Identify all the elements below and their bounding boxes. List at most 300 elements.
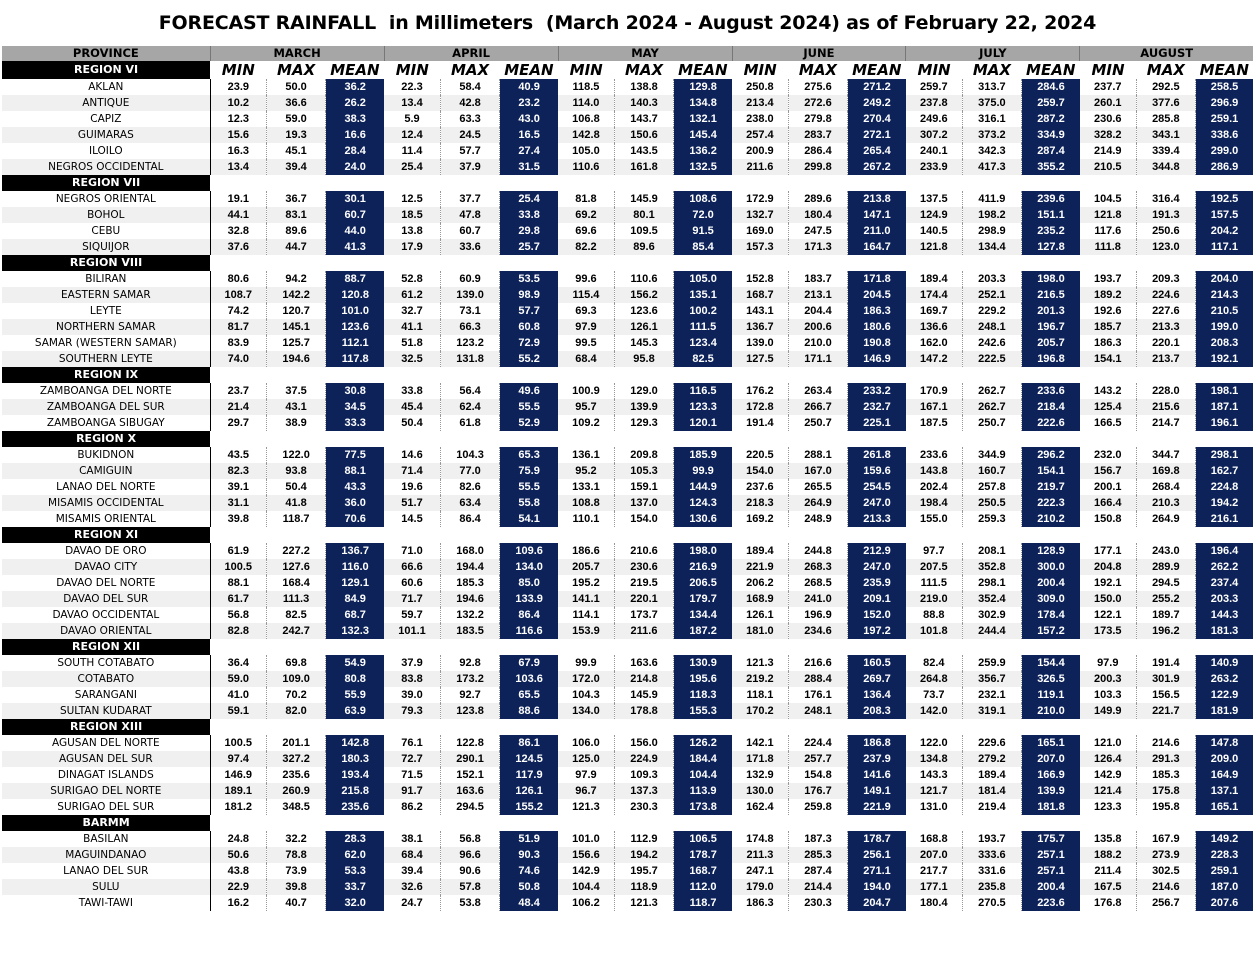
min-value: 73.7 — [906, 687, 962, 703]
min-value: 132.7 — [732, 207, 788, 223]
min-value: 186.3 — [1080, 335, 1136, 351]
min-value: 189.4 — [732, 543, 788, 559]
mean-value: 219.7 — [1022, 479, 1080, 495]
mean-value: 55.9 — [326, 687, 384, 703]
province-name: SURIGAO DEL NORTE — [2, 783, 210, 799]
max-value: 248.1 — [962, 319, 1021, 335]
max-value: 342.3 — [962, 143, 1021, 159]
mean-value: 213.3 — [848, 511, 906, 527]
max-value: 129.3 — [614, 415, 673, 431]
max-value: 104.3 — [440, 447, 499, 463]
max-value: 123.2 — [440, 335, 499, 351]
min-value: 45.4 — [384, 399, 440, 415]
mean-value: 198.0 — [674, 543, 732, 559]
mean-value: 228.3 — [1195, 847, 1253, 863]
max-value: 339.4 — [1136, 143, 1195, 159]
max-value: 139.9 — [614, 399, 673, 415]
mean-value: 120.8 — [326, 287, 384, 303]
min-value: 121.3 — [732, 655, 788, 671]
table-row — [2, 751, 1253, 767]
min-value: 193.7 — [1080, 271, 1136, 287]
min-value: 152.8 — [732, 271, 788, 287]
table-row — [2, 559, 1253, 575]
min-value: 19.6 — [384, 479, 440, 495]
province-name: DAVAO OCCIDENTAL — [2, 607, 210, 623]
province-name: LEYTE — [2, 303, 210, 319]
province-name: MISAMIS OCCIDENTAL — [2, 495, 210, 511]
mean-value: 175.7 — [1022, 831, 1080, 847]
mean-value: 82.5 — [674, 351, 732, 367]
mean-value: 187.0 — [1195, 879, 1253, 895]
max-value: 110.6 — [614, 271, 673, 287]
min-value: 12.3 — [210, 111, 266, 127]
min-value: 106.2 — [558, 895, 614, 911]
mean-value: 132.5 — [674, 159, 732, 175]
mean-value: 55.5 — [500, 399, 558, 415]
max-value: 191.3 — [1136, 207, 1195, 223]
mean-value: 298.1 — [1195, 447, 1253, 463]
min-value: 149.9 — [1080, 703, 1136, 719]
max-value: 50.0 — [266, 79, 325, 95]
mean-value: 267.2 — [848, 159, 906, 175]
region-label: REGION VIII — [2, 255, 210, 271]
min-value: 109.2 — [558, 415, 614, 431]
mean-value: 207.0 — [1022, 751, 1080, 767]
max-value: 59.0 — [266, 111, 325, 127]
min-value: 22.3 — [384, 79, 440, 95]
mean-value: 186.3 — [848, 303, 906, 319]
max-value: 140.3 — [614, 95, 673, 111]
max-value: 105.3 — [614, 463, 673, 479]
mean-value: 140.9 — [1195, 655, 1253, 671]
min-value: 97.7 — [906, 543, 962, 559]
min-value: 237.6 — [732, 479, 788, 495]
max-value: 215.6 — [1136, 399, 1195, 415]
table-row — [2, 303, 1253, 319]
mean-value: 41.3 — [326, 239, 384, 255]
min-value: 110.1 — [558, 511, 614, 527]
mean-value: 146.9 — [848, 351, 906, 367]
page-title: FORECAST RAINFALL in Millimeters (March 2024 - August 2024) as of February 22, 2024 — [158, 12, 1097, 34]
max-value: 161.8 — [614, 159, 673, 175]
max-value: 252.1 — [962, 287, 1021, 303]
min-value: 37.6 — [210, 239, 266, 255]
mean-value: 26.2 — [326, 95, 384, 111]
min-value: 23.9 — [210, 79, 266, 95]
max-value: 45.1 — [266, 143, 325, 159]
max-value: 42.8 — [440, 95, 499, 111]
max-value: 50.4 — [266, 479, 325, 495]
mean-value: 272.1 — [848, 127, 906, 143]
min-value: 257.4 — [732, 127, 788, 143]
max-value: 198.2 — [962, 207, 1021, 223]
max-value: 256.7 — [1136, 895, 1195, 911]
min-value: 307.2 — [906, 127, 962, 143]
mean-value: 49.6 — [500, 383, 558, 399]
max-value: 265.5 — [788, 479, 847, 495]
max-value: 244.8 — [788, 543, 847, 559]
max-value: 189.4 — [962, 767, 1021, 783]
table-row — [2, 687, 1253, 703]
min-value: 200.1 — [1080, 479, 1136, 495]
min-value: 121.3 — [558, 799, 614, 815]
mean-value: 105.0 — [674, 271, 732, 287]
min-value: 111.8 — [1080, 239, 1136, 255]
mean-value: 262.2 — [1195, 559, 1253, 575]
region-header-row — [2, 527, 1253, 543]
mean-value: 25.4 — [500, 191, 558, 207]
min-value: 23.7 — [210, 383, 266, 399]
mean-value: 157.2 — [1022, 623, 1080, 639]
max-value: 235.6 — [266, 767, 325, 783]
max-value: 156.2 — [614, 287, 673, 303]
min-value: 233.9 — [906, 159, 962, 175]
max-value: 70.2 — [266, 687, 325, 703]
max-value: 264.9 — [788, 495, 847, 511]
min-value: 50.6 — [210, 847, 266, 863]
table-row — [2, 863, 1253, 879]
stat-header: MIN — [395, 61, 429, 79]
min-value: 143.1 — [732, 303, 788, 319]
mean-value: 108.6 — [674, 191, 732, 207]
province-name: AGUSAN DEL SUR — [2, 751, 210, 767]
max-value: 169.8 — [1136, 463, 1195, 479]
mean-value: 164.9 — [1195, 767, 1253, 783]
min-value: 154.0 — [732, 463, 788, 479]
min-value: 166.5 — [1080, 415, 1136, 431]
max-value: 82.0 — [266, 703, 325, 719]
min-value: 103.3 — [1080, 687, 1136, 703]
max-value: 213.7 — [1136, 351, 1195, 367]
mean-value: 52.9 — [500, 415, 558, 431]
max-value: 228.0 — [1136, 383, 1195, 399]
region-header-row — [2, 431, 1253, 447]
mean-value: 165.1 — [1195, 799, 1253, 815]
mean-value: 186.8 — [848, 735, 906, 751]
stat-header: MEAN — [678, 61, 728, 79]
mean-value: 118.3 — [674, 687, 732, 703]
min-value: 142.9 — [1080, 767, 1136, 783]
max-value: 175.8 — [1136, 783, 1195, 799]
min-value: 200.3 — [1080, 671, 1136, 687]
min-value: 66.6 — [384, 559, 440, 575]
mean-value: 65.3 — [500, 447, 558, 463]
min-value: 185.7 — [1080, 319, 1136, 335]
max-value: 344.7 — [1136, 447, 1195, 463]
mean-value: 43.0 — [500, 111, 558, 127]
max-value: 260.9 — [266, 783, 325, 799]
mean-value: 235.6 — [326, 799, 384, 815]
min-value: 214.9 — [1080, 143, 1136, 159]
max-value: 163.6 — [440, 783, 499, 799]
min-value: 205.7 — [558, 559, 614, 575]
max-value: 244.4 — [962, 623, 1021, 639]
mean-value: 190.8 — [848, 335, 906, 351]
mean-value: 123.3 — [674, 399, 732, 415]
table-row — [2, 223, 1253, 239]
max-value: 250.5 — [962, 495, 1021, 511]
min-value: 59.7 — [384, 607, 440, 623]
mean-value: 123.4 — [674, 335, 732, 351]
max-value: 294.5 — [440, 799, 499, 815]
table-row — [2, 287, 1253, 303]
max-value: 259.3 — [962, 511, 1021, 527]
mean-value: 178.4 — [1022, 607, 1080, 623]
min-value: 195.2 — [558, 575, 614, 591]
mean-value: 113.9 — [674, 783, 732, 799]
table-row — [2, 111, 1253, 127]
mean-value: 204.0 — [1195, 271, 1253, 287]
max-value: 47.8 — [440, 207, 499, 223]
min-value: 52.8 — [384, 271, 440, 287]
mean-value: 204.7 — [848, 895, 906, 911]
min-value: 106.0 — [558, 735, 614, 751]
min-value: 259.7 — [906, 79, 962, 95]
min-value: 207.5 — [906, 559, 962, 575]
min-value: 97.9 — [558, 767, 614, 783]
table-row — [2, 511, 1253, 527]
max-value: 145.9 — [614, 687, 673, 703]
max-value: 241.0 — [788, 591, 847, 607]
max-value: 129.0 — [614, 383, 673, 399]
mean-value: 222.6 — [1022, 415, 1080, 431]
province-name: DINAGAT ISLANDS — [2, 767, 210, 783]
mean-value: 84.9 — [326, 591, 384, 607]
max-value: 292.5 — [1136, 79, 1195, 95]
max-value: 167.9 — [1136, 831, 1195, 847]
max-value: 220.1 — [1136, 335, 1195, 351]
max-value: 185.3 — [1136, 767, 1195, 783]
province-name: NEGROS ORIENTAL — [2, 191, 210, 207]
min-value: 33.8 — [384, 383, 440, 399]
min-value: 174.4 — [906, 287, 962, 303]
min-value: 250.8 — [732, 79, 788, 95]
mean-value: 237.9 — [848, 751, 906, 767]
mean-value: 334.9 — [1022, 127, 1080, 143]
min-value: 124.9 — [906, 207, 962, 223]
min-value: 142.1 — [732, 735, 788, 751]
mean-value: 68.7 — [326, 607, 384, 623]
mean-value: 218.4 — [1022, 399, 1080, 415]
mean-value: 63.9 — [326, 703, 384, 719]
max-value: 229.2 — [962, 303, 1021, 319]
rainfall-table — [2, 46, 1253, 911]
min-value: 249.6 — [906, 111, 962, 127]
mean-value: 23.2 — [500, 95, 558, 111]
mean-value: 142.8 — [326, 735, 384, 751]
max-value: 86.4 — [440, 511, 499, 527]
province-name: DAVAO DEL NORTE — [2, 575, 210, 591]
min-value: 12.5 — [384, 191, 440, 207]
province-name: COTABATO — [2, 671, 210, 687]
min-value: 217.7 — [906, 863, 962, 879]
province-name: NEGROS OCCIDENTAL — [2, 159, 210, 175]
province-name: DAVAO DEL SUR — [2, 591, 210, 607]
mean-value: 166.9 — [1022, 767, 1080, 783]
min-value: 86.2 — [384, 799, 440, 815]
max-value: 90.6 — [440, 863, 499, 879]
max-value: 229.6 — [962, 735, 1021, 751]
mean-value: 141.6 — [848, 767, 906, 783]
region-row-filler — [210, 431, 1253, 447]
min-value: 99.5 — [558, 335, 614, 351]
max-value: 83.1 — [266, 207, 325, 223]
max-value: 264.9 — [1136, 511, 1195, 527]
max-value: 250.6 — [1136, 223, 1195, 239]
max-value: 286.4 — [788, 143, 847, 159]
province-name: SARANGANI — [2, 687, 210, 703]
min-value: 29.7 — [210, 415, 266, 431]
mean-value: 28.4 — [326, 143, 384, 159]
min-value: 97.4 — [210, 751, 266, 767]
table-row — [2, 79, 1253, 95]
min-value: 172.8 — [732, 399, 788, 415]
max-value: 69.8 — [266, 655, 325, 671]
mean-value: 225.1 — [848, 415, 906, 431]
max-value: 216.6 — [788, 655, 847, 671]
month-header: JULY — [906, 46, 1080, 61]
min-value: 237.7 — [1080, 79, 1136, 95]
table-row — [2, 591, 1253, 607]
max-value: 242.6 — [962, 335, 1021, 351]
min-value: 32.8 — [210, 223, 266, 239]
min-value: 264.8 — [906, 671, 962, 687]
max-value: 125.7 — [266, 335, 325, 351]
min-value: 162.0 — [906, 335, 962, 351]
mean-value: 30.1 — [326, 191, 384, 207]
max-value: 411.9 — [962, 191, 1021, 207]
min-value: 122.1 — [1080, 607, 1136, 623]
min-value: 17.9 — [384, 239, 440, 255]
max-value: 201.1 — [266, 735, 325, 751]
mean-value: 99.9 — [674, 463, 732, 479]
mean-value: 120.1 — [674, 415, 732, 431]
min-value: 146.9 — [210, 767, 266, 783]
min-value: 99.6 — [558, 271, 614, 287]
min-value: 125.0 — [558, 751, 614, 767]
mean-value: 216.5 — [1022, 287, 1080, 303]
max-value: 275.6 — [788, 79, 847, 95]
mean-value: 132.3 — [326, 623, 384, 639]
province-name: LANAO DEL NORTE — [2, 479, 210, 495]
mean-value: 196.4 — [1195, 543, 1253, 559]
province-name: BASILAN — [2, 831, 210, 847]
mean-value: 296.9 — [1195, 95, 1253, 111]
max-value: 224.6 — [1136, 287, 1195, 303]
max-value: 377.6 — [1136, 95, 1195, 111]
min-value: 136.1 — [558, 447, 614, 463]
min-value: 170.9 — [906, 383, 962, 399]
mean-value: 200.4 — [1022, 575, 1080, 591]
mean-value: 149.1 — [848, 783, 906, 799]
min-value: 110.6 — [558, 159, 614, 175]
min-value: 97.9 — [1080, 655, 1136, 671]
min-value: 143.2 — [1080, 383, 1136, 399]
stat-header: MIN — [569, 61, 603, 79]
table-row — [2, 831, 1253, 847]
min-value: 202.4 — [906, 479, 962, 495]
table-row — [2, 383, 1253, 399]
min-value: 186.3 — [732, 895, 788, 911]
max-value: 60.9 — [440, 271, 499, 287]
min-value: 101.1 — [384, 623, 440, 639]
min-value: 136.6 — [906, 319, 962, 335]
mean-value: 36.0 — [326, 495, 384, 511]
min-value: 96.7 — [558, 783, 614, 799]
max-value: 214.4 — [788, 879, 847, 895]
max-value: 173.7 — [614, 607, 673, 623]
mean-value: 195.6 — [674, 671, 732, 687]
min-value: 176.8 — [1080, 895, 1136, 911]
min-value: 127.5 — [732, 351, 788, 367]
min-value: 121.0 — [1080, 735, 1136, 751]
month-header: MAY — [558, 46, 732, 61]
mean-value: 147.1 — [848, 207, 906, 223]
max-value: 73.9 — [266, 863, 325, 879]
min-value: 169.0 — [732, 223, 788, 239]
mean-value: 38.3 — [326, 111, 384, 127]
month-header-row — [2, 46, 1253, 61]
mean-value: 213.8 — [848, 191, 906, 207]
table-row — [2, 447, 1253, 463]
max-value: 356.7 — [962, 671, 1021, 687]
min-value: 82.3 — [210, 463, 266, 479]
max-value: 160.7 — [962, 463, 1021, 479]
region-label: REGION VII — [2, 175, 210, 191]
max-value: 234.6 — [788, 623, 847, 639]
province-name: BOHOL — [2, 207, 210, 223]
min-value: 74.0 — [210, 351, 266, 367]
min-value: 188.2 — [1080, 847, 1136, 863]
min-value: 111.5 — [906, 575, 962, 591]
max-value: 145.3 — [614, 335, 673, 351]
max-value: 66.3 — [440, 319, 499, 335]
month-header: MARCH — [210, 46, 384, 61]
mean-value: 60.7 — [326, 207, 384, 223]
province-name: CAMIGUIN — [2, 463, 210, 479]
min-value: 143.8 — [906, 463, 962, 479]
mean-value: 90.3 — [500, 847, 558, 863]
max-value: 268.5 — [788, 575, 847, 591]
min-value: 13.4 — [384, 95, 440, 111]
table-row — [2, 895, 1253, 911]
max-value: 196.9 — [788, 607, 847, 623]
min-value: 156.7 — [1080, 463, 1136, 479]
max-value: 93.8 — [266, 463, 325, 479]
min-value: 25.4 — [384, 159, 440, 175]
min-value: 61.7 — [210, 591, 266, 607]
table-row — [2, 671, 1253, 687]
mean-value: 36.2 — [326, 79, 384, 95]
max-value: 78.8 — [266, 847, 325, 863]
max-value: 194.4 — [440, 559, 499, 575]
mean-value: 54.1 — [500, 511, 558, 527]
mean-value: 160.5 — [848, 655, 906, 671]
min-value: 56.8 — [210, 607, 266, 623]
min-value: 172.9 — [732, 191, 788, 207]
min-value: 5.9 — [384, 111, 440, 127]
table-row — [2, 623, 1253, 639]
mean-value: 224.8 — [1195, 479, 1253, 495]
min-value: 220.5 — [732, 447, 788, 463]
max-value: 168.0 — [440, 543, 499, 559]
mean-value: 216.9 — [674, 559, 732, 575]
province-name: MAGUINDANAO — [2, 847, 210, 863]
min-value: 133.1 — [558, 479, 614, 495]
mean-value: 117.8 — [326, 351, 384, 367]
mean-value: 28.3 — [326, 831, 384, 847]
min-value: 99.9 — [558, 655, 614, 671]
